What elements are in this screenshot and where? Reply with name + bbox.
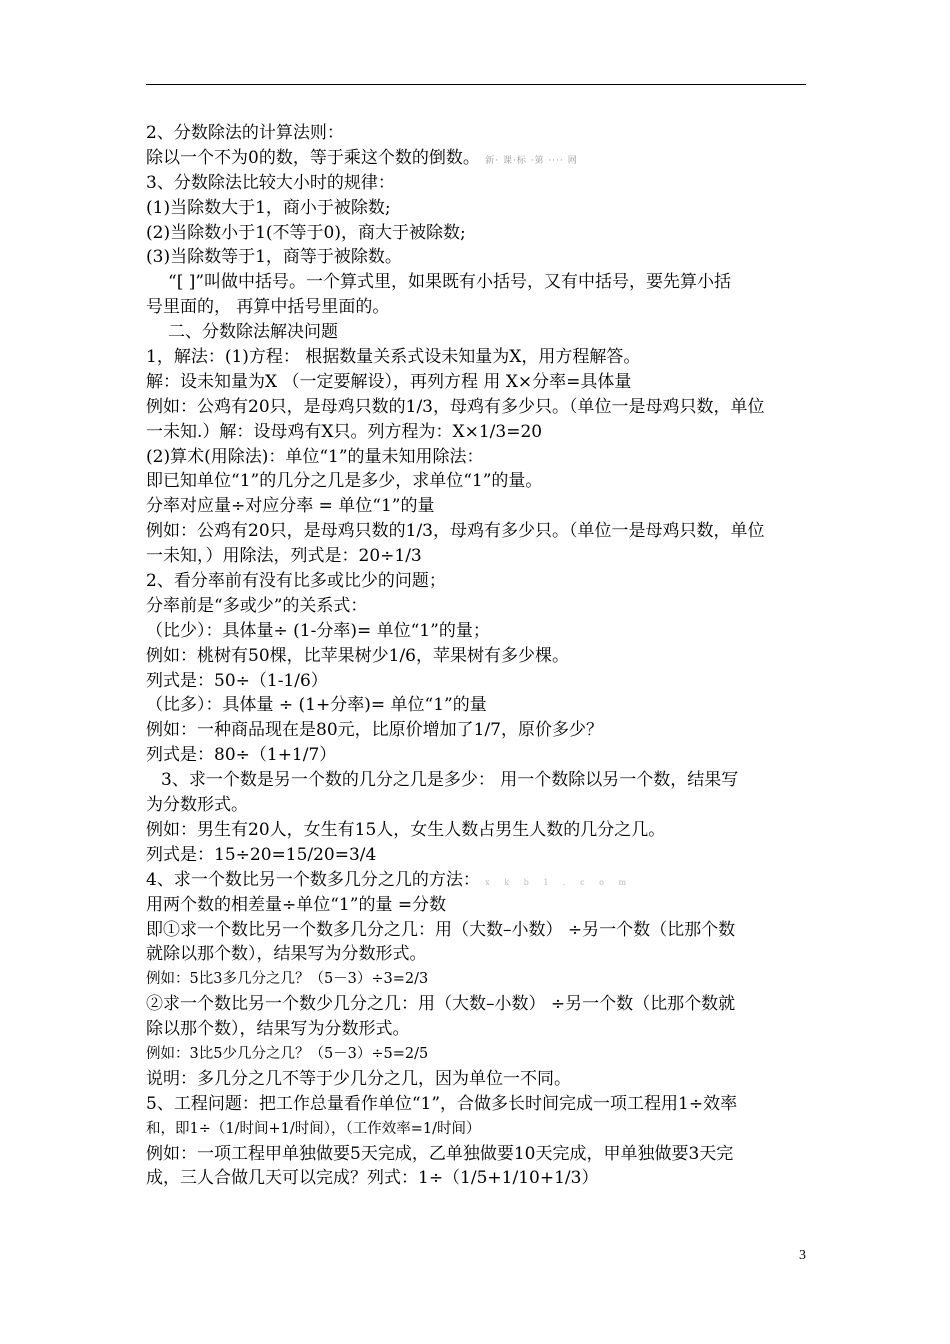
- text-line: 1，解法：(1)方程： 根据数量关系式设未知量为X，用方程解答。: [146, 347, 641, 368]
- text-line: 一未知，）用除法，列式是：20÷1/3: [146, 546, 422, 567]
- text-line: 3、求一个数是另一个数的几分之几是多少： 用一个数除以另一个数，结果写: [161, 770, 739, 791]
- text-line: 和，即1÷（1/时间+1/时间），（工作效率=1/时间）: [146, 1120, 481, 1137]
- text-line: （比多）：具体量 ÷ (1+分率)= 单位“1”的量: [146, 695, 487, 716]
- text-line: 4、求一个数比另一个数多几分之几的方法： x k b 1 . c o m: [146, 869, 633, 890]
- text-line: (3)当除数等于1，商等于被除数。: [146, 247, 402, 268]
- text-line: (1)当除数大于1，商小于被除数;: [146, 197, 391, 218]
- text-line: 列式是：50÷（1-1/6）: [146, 670, 328, 691]
- text-line: （比少）：具体量÷ (1-分率)= 单位“1”的量；: [146, 620, 490, 641]
- text-line: 用两个数的相差量÷单位“1”的量 =分数: [146, 894, 447, 915]
- text-line: 即已知单位“1”的几分之几是多少，求单位“1”的量。: [146, 471, 543, 492]
- text-line: 说明：多几分之几不等于少几分之几，因为单位一不同。: [146, 1068, 571, 1089]
- text-line: 2、看分率前有没有比多或比少的问题；: [146, 571, 446, 592]
- text-line: 2、分数除法的计算法则：: [146, 123, 344, 143]
- text-line: (2)算术(用除法)：单位“1”的量未知用除法：: [146, 446, 484, 467]
- watermark-text: x k b 1 . c o m: [485, 877, 633, 887]
- text-line: 列式是：15÷20=15/20=3/4: [146, 844, 377, 865]
- section-heading: 二、分数除法解决问题: [168, 322, 338, 343]
- watermark-text: 新· 课·标 ·第 ···· 网: [485, 155, 578, 166]
- text-line: 5、工程问题：把工作总量看作单位“1”，合做多长时间完成一项工程用1÷效率: [146, 1093, 738, 1114]
- text-line: 除以一个不为0的数，等于乘这个数的倒数。 新· 课·标 ·第 ···· 网: [146, 147, 578, 168]
- text-line: 就除以那个数），结果写为分数形式。: [146, 944, 427, 965]
- page-number: 3: [799, 1248, 806, 1263]
- text-line: 例如：一项工程甲单独做要5天完成，乙单独做要10天完成，甲单独做要3天完: [146, 1143, 734, 1164]
- text-line: “[ ]”叫做中括号。一个算式里，如果既有小括号，又有中括号，要先算小括: [168, 272, 732, 293]
- text-line: 例如：公鸡有20只，是母鸡只数的1/3，母鸡有多少只。（单位一是母鸡只数，单位: [146, 396, 765, 417]
- text-line: 例如：男生有20人，女生有15人，女生人数占男生人数的几分之几。: [146, 819, 666, 840]
- text-line: 解：设未知量为X （一定要解设），再列方程 用 X×分率=具体量: [146, 371, 632, 392]
- text-line: 为分数形式。: [146, 795, 248, 816]
- text-line: 例如：一种商品现在是80元，比原价增加了1/7，原价多少？: [146, 720, 603, 741]
- text-line: 例如：桃树有50棵，比苹果树少1/6，苹果树有多少棵。: [146, 645, 569, 666]
- text-line: 一未知.）解：设母鸡有X只。列方程为：X×1/3=20: [146, 421, 543, 442]
- header-rule: [146, 84, 806, 85]
- text-line: 除以那个数），结果写为分数形式。: [146, 1019, 410, 1040]
- text-line: 分率前是“多或少”的关系式：: [146, 595, 368, 616]
- text-line: 分率对应量÷对应分率 = 单位“1”的量: [146, 496, 435, 517]
- text-line: 例如：3比5少几分之几？（5－3）÷5=2/5: [146, 1045, 429, 1062]
- text-line: 例如：5比3多几分之几？（5－3）÷3=2/3: [146, 971, 429, 988]
- text-line: 例如：公鸡有20只，是母鸡只数的1/3，母鸡有多少只。（单位一是母鸡只数，单位: [146, 521, 765, 542]
- text-line: ②求一个数比另一个数少几分之几：用（大数–小数） ÷另一个数（比那个数就: [146, 994, 736, 1015]
- text-line: 成，三人合做几天可以完成？列式：1÷（1/5+1/10+1/3）: [146, 1168, 599, 1189]
- document-body: [146, 121, 810, 1191]
- text-line: (2)当除数小于1(不等于0)，商大于被除数;: [146, 222, 466, 243]
- text-line: 列式是：80÷（1+1/7）: [146, 745, 337, 766]
- text-line: 即①求一个数比另一个数多几分之几：用（大数–小数） ÷另一个数（比那个数: [146, 919, 736, 940]
- text-line: 3、分数除法比较大小时的规律：: [146, 172, 395, 193]
- text-line: 号里面的， 再算中括号里面的。: [146, 297, 390, 318]
